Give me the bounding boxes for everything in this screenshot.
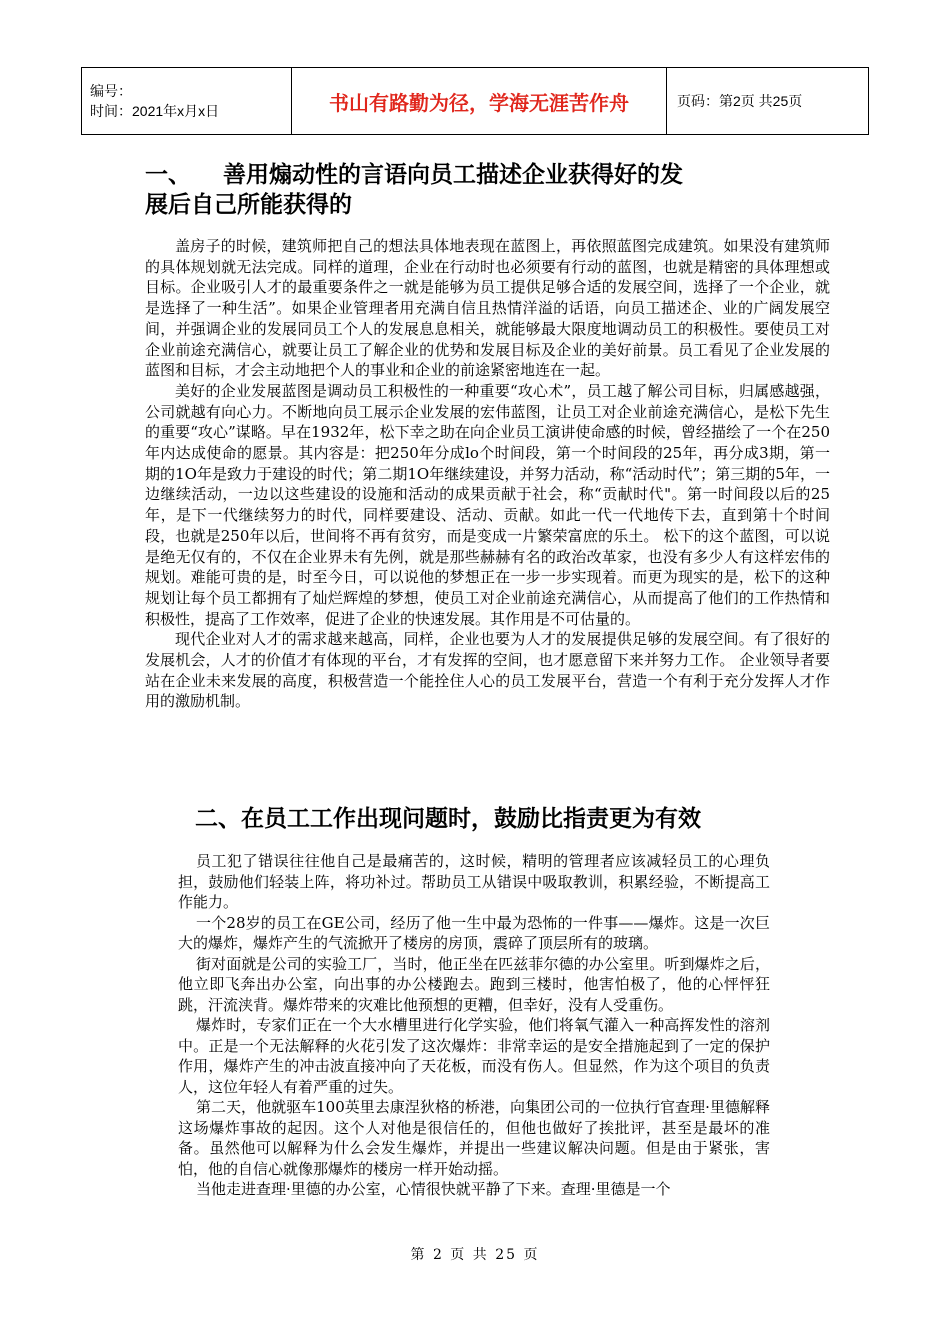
section-2-paragraph: 一个28岁的员工在GE公司，经历了他一生中最为恐怖的一件事——爆炸。这是一次巨大的爆炸，爆炸产生的气流掀开了楼房的房顶，震碎了顶层所有的玻璃。 <box>178 913 770 952</box>
section-2-paragraph: 街对面就是公司的实验工厂，当时，他正坐在匹兹菲尔德的办公室里。听到爆炸之后，他立即飞奔出办公室，向出事的办公楼跑去。跑到三楼时，他害怕极了，他的心怦怦狂跳，汗流浃背。爆炸带来的灾难比他预想的更糟，但幸好，没有人受重伤。 <box>178 954 770 1014</box>
section-1-paragraph: 现代企业对人才的需求越来越高，同样，企业也要为人才的发展提供足够的发展空间。有了很好的发展机会，人才的价值才有体现的平台，才有发挥的空间，也才愿意留下来并努力工作。 企业领导者要站在企业未来发展的高度，积极营造一个能拴住人心的员工发展平台，营造一个有利于充分发挥人才作用的激励机制。 <box>145 630 830 711</box>
page-footer: 第 2 页 共 25 页 <box>410 1247 540 1263</box>
section-1-paragraph: 盖房子的时候，建筑师把自己的想法具体地表现在蓝图上，再依照蓝图完成建筑。如果没有建筑师的具体规划就无法完成。同样的道理，企业在行动时也必须要有行动的蓝图，也就是精密的具体理想或目标。企业吸引人才的最重要条件之一就是能够为员工提供足够合适的发展空间，选择了一个企业，就是选择了一种生活”。如果企业管理者用充满自信且热情洋溢的话语，向员工描述企、业的广阔发展空间，并强调企业的发展同员工个人的发展息息相关，就能够最大限度地调动员工的积极性。要使员工对企业前途充满信心，就要让员工了解企业的优势和发展目标及企业的美好前景。员工看见了企业发展的蓝图和目标，才会主动地把个人的事业和企业的前途紧密地连在一起。 <box>145 237 830 380</box>
section-2-title: 二、在员工工作出现问题时，鼓励比指责更为有效 <box>195 806 701 832</box>
section-1-body <box>145 236 830 712</box>
section-1-title-line-1: 一、 善用煽动性的言语向员工描述企业获得好的发 <box>145 162 684 188</box>
section-2-paragraph: 当他走进查理·里德的办公室，心情很快就平静了下来。查理·里德是一个 <box>196 1180 671 1198</box>
header-page-info: 页码：第2页 共25页 <box>667 68 869 135</box>
section-1-title-line-2: 展后自己所能获得的 <box>145 192 352 218</box>
header-number-label: 编号： <box>90 83 132 99</box>
section-1-title <box>145 160 810 220</box>
header-time-label: 时间：2021年x月x日 <box>90 103 220 119</box>
section-2-paragraph: 第二天，他就驱车100英里去康涅狄格的桥港，向集团公司的一位执行官查理·里德解释这场爆炸事故的起因。这个人对他是很信任的，但他也做好了挨批评，甚至是最坏的准备。虽然他可以解释为什么会发生爆炸，并提出一些建议解决问题。但是由于紧张，害怕，他的自信心就像那爆炸的楼房一样开始动摇。 <box>178 1098 770 1178</box>
header-motto: 书山有路勤为径，学海无涯苦作舟 <box>292 68 667 135</box>
document-header <box>81 67 869 135</box>
section-1-paragraph: 美好的企业发展蓝图是调动员工积极性的一种重要“攻心术”，员工越了解公司目标，归属感越强，公司就越有向心力。不断地向员工展示企业发展的宏伟蓝图，让员工对企业前途充满信心，是松下先生的重要“攻心”谋略。早在1932年，松下幸之助在向企业员工演讲使命感的时候，曾经描绘了一个在250年内达成使命的愿景。其内容是：把250年分成lo个时间段，第一个时间段的25年，再分成3期，第一期的1O年是致力于建设的时代；第二期1O年继续建设，并努力活动，称“活动时代”；第三期的5年，一边继续活动，一边以这些建设的设施和活动的成果贡献于社会，称“贡献时代"。第一时间段以后的25年，是下一代继续努力的时代，同样要建设、活动、贡献。如此一代一代地传下去，直到第十个时间段，也就是250年以后，世间将不再有贫穷，而是变成一片繁荣富庶的乐土。 松下的这个蓝图，可以说是绝无仅有的，不仅在企业界未有先例，就是那些赫赫有名的政治改革家，也没有多少人有这样宏伟的规划。难能可贵的是，时至今日，可以说他的梦想正在一步一步实现着。而更为现实的是，松下的这种规划让每个员工都拥有了灿烂辉煌的梦想，使员工对企业前途充满信心，从而提高了他们的工作热情和积极性，提高了工作效率，促进了企业的快速发展。其作用是不可估量的。 <box>145 381 830 628</box>
header-meta <box>82 68 292 135</box>
section-2-paragraph: 爆炸时，专家们正在一个大水槽里进行化学实验，他们将氧气灌入一种高挥发性的溶剂中。正是一个无法解释的火花引发了这次爆炸：非常幸运的是安全措施起到了一定的保护作用，爆炸产生的冲击波直接冲向了天花板，而没有伤人。但显然，作为这个项目的负责人，这位年轻人有着严重的过失。 <box>178 1016 770 1096</box>
section-2-paragraph: 员工犯了错误往往他自己是最痛苦的，这时候，精明的管理者应该减轻员工的心理负担，鼓励他们轻装上阵，将功补过。帮助员工从错误中吸取教训，积累经验，不断提高工作能力。 <box>178 852 770 911</box>
section-2-body <box>178 851 770 1200</box>
